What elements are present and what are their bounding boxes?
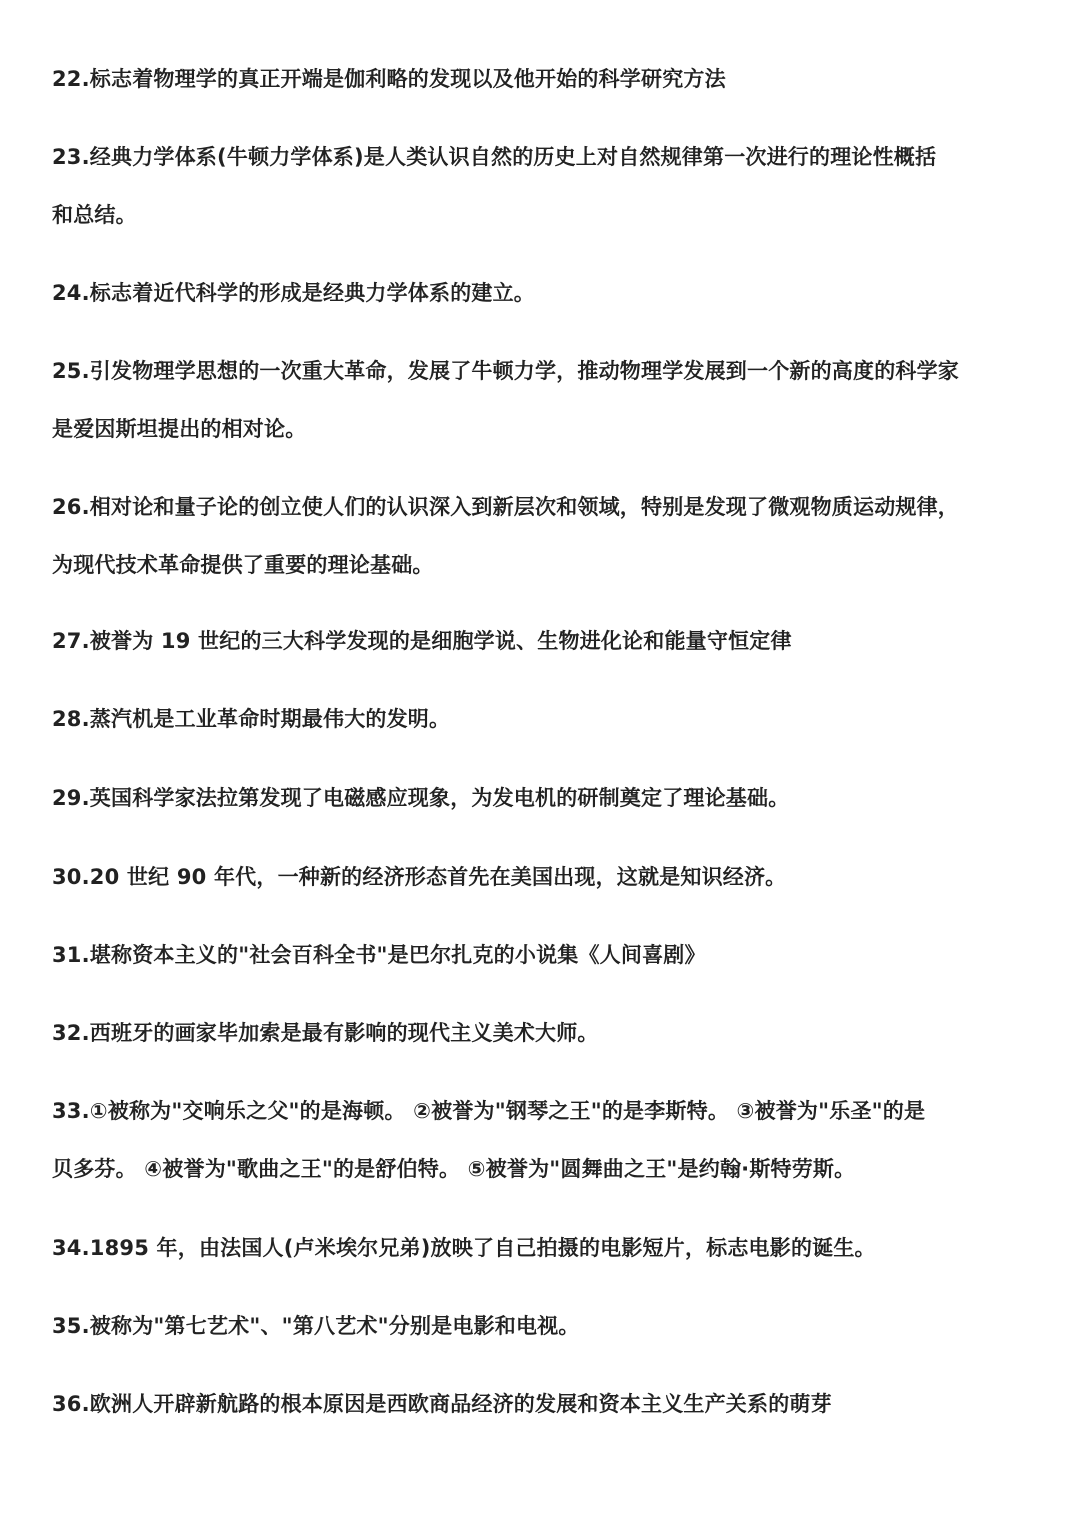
item-26-line-2: 为现代技术革命提供了重要的理论基础。 xyxy=(52,553,434,577)
item-30-line: 30.20 世纪 90 年代，一种新的经济形态首先在美国出现，这就是知识经济。 xyxy=(52,865,787,889)
item-23-line-1: 23.经典力学体系(牛顿力学体系)是人类认识自然的历史上对自然规律第一次进行的理论性概括 xyxy=(52,145,937,169)
item-26-line-1: 26.相对论和量子论的创立使人们的认识深入到新层次和领域，特别是发现了微观物质运动规律， xyxy=(52,495,959,519)
item-29-line: 29.英国科学家法拉第发现了电磁感应现象，为发电机的研制奠定了理论基础。 xyxy=(52,786,790,810)
item-33-line-2: 贝多芬。 ④被誉为"歌曲之王"的是舒伯特。 ⑤被誉为"圆舞曲之王"是约翰·斯特劳斯。 xyxy=(52,1157,856,1181)
item-25-line-2: 是爱因斯坦提出的相对论。 xyxy=(52,417,307,441)
item-31-line: 31.堪称资本主义的"社会百科全书"是巴尔扎克的小说集《人间喜剧》 xyxy=(52,943,706,967)
item-28-line: 28.蒸汽机是工业革命时期最伟大的发明。 xyxy=(52,707,451,731)
item-25-line-1: 25.引发物理学思想的一次重大革命，发展了牛顿力学，推动物理学发展到一个新的高度的科学家 xyxy=(52,359,959,383)
item-27-line: 27.被誉为 19 世纪的三大科学发现的是细胞学说、生物进化论和能量守恒定律 xyxy=(52,629,792,653)
item-36-line: 36.欧洲人开辟新航路的根本原因是西欧商品经济的发展和资本主义生产关系的萌芽 xyxy=(52,1392,832,1416)
item-32-line: 32.西班牙的画家毕加索是最有影响的现代主义美术大师。 xyxy=(52,1021,599,1045)
item-22-line: 22.标志着物理学的真正开端是伽利略的发现以及他开始的科学研究方法 xyxy=(52,67,726,91)
item-35-line: 35.被称为"第七艺术"、"第八艺术"分别是电影和电视。 xyxy=(52,1314,580,1338)
item-23-line-2: 和总结。 xyxy=(52,203,137,227)
item-33-line-1: 33.①被称为"交响乐之父"的是海顿。 ②被誉为"钢琴之王"的是李斯特。 ③被誉为"乐圣"的是 xyxy=(52,1099,926,1123)
item-24-line: 24.标志着近代科学的形成是经典力学体系的建立。 xyxy=(52,281,535,305)
item-34-line: 34.1895 年，由法国人(卢米埃尔兄弟)放映了自己拍摄的电影短片，标志电影的诞生。 xyxy=(52,1236,876,1260)
